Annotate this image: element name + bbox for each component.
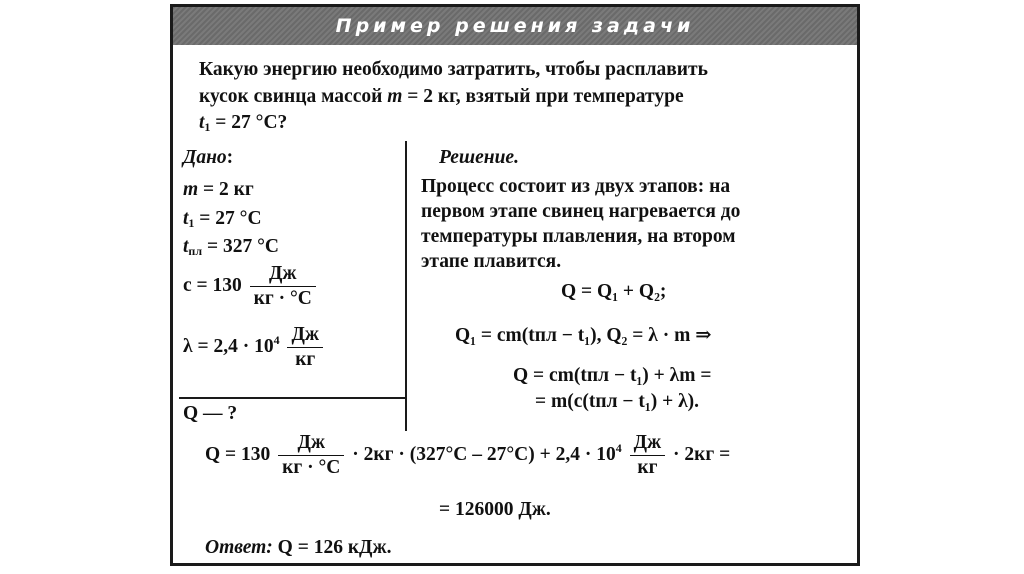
given-tpl	[183, 236, 279, 259]
given-tpl-sub: пл	[188, 244, 203, 258]
calc-result: = 126000 Дж.	[439, 499, 551, 520]
calc-lhs: Q = 130	[205, 443, 271, 465]
solution-eq-1: Q = Q₁ + Q₂;	[561, 281, 667, 302]
calc-exp: 4	[615, 440, 622, 455]
given-c	[183, 263, 319, 310]
given-lambda-den: кг	[295, 349, 316, 370]
problem-var-t: t	[199, 112, 205, 133]
given-find: Q — ?	[183, 403, 238, 424]
given-heading-colon: :	[226, 147, 234, 168]
problem-line-3	[199, 112, 287, 135]
given-heading-text: Дано	[183, 147, 227, 168]
given-t1	[183, 208, 262, 231]
problem-line-3-post: = 27 °С?	[210, 112, 288, 133]
solution-card	[170, 4, 860, 566]
calc-fraction-1-den: кг · °С	[282, 457, 341, 478]
given-lambda-exp: 4	[273, 332, 280, 347]
answer-line	[205, 537, 392, 559]
solution-eq-4: = m(c(tпл − t₁) + λ).	[535, 391, 700, 412]
solution-line-2: первом этапе свинец нагревается до	[421, 201, 741, 222]
given-c-num: Дж	[250, 263, 316, 287]
banner-title: Пример решения задачи	[173, 7, 857, 45]
solution-heading: Решение.	[439, 147, 519, 168]
given-mass	[183, 179, 254, 201]
solution-line-3: температуры плавления, на втором	[421, 226, 736, 247]
problem-line-2-pre: кусок свинца массой	[199, 86, 388, 107]
given-lambda-lhs: λ = 2,4 · 10	[183, 335, 274, 357]
solution-eq-2: Q₁ = cm(tпл − t₁), Q₂ = λ · m ⇒	[455, 325, 712, 346]
solution-line-1: Процесс состоит из двух этапов: на	[421, 176, 731, 197]
problem-line-1: Какую энергию необходимо затратить, чтобы расплавить	[199, 59, 708, 80]
calc-fraction-2-den: кг	[637, 457, 658, 478]
calc-tail: · 2кг =	[673, 443, 731, 465]
given-t1-value: = 27 °С	[194, 208, 262, 229]
given-mass-value: = 2 кг	[198, 179, 254, 200]
problem-sub-1: 1	[204, 120, 211, 134]
calc-fraction-2	[630, 432, 666, 479]
calc-mid: · 2кг · (327°С – 27°С) + 2,4 · 10	[352, 443, 616, 465]
given-tpl-var: t	[183, 236, 189, 257]
calc-fraction-1	[278, 432, 344, 479]
given-t1-var: t	[183, 208, 189, 229]
given-c-den: кг · °С	[253, 288, 312, 309]
problem-var-m: m	[387, 86, 403, 107]
solution-eq-3: Q = cm(tпл − t₁) + λm =	[513, 365, 712, 386]
solution-line-4: этапе плавится.	[421, 251, 562, 272]
problem-line-2	[199, 86, 684, 108]
given-c-lhs: c = 130	[183, 274, 242, 296]
given-c-fraction	[250, 263, 316, 310]
given-heading	[183, 147, 233, 169]
given-lambda	[183, 324, 326, 371]
calc-fraction-2-num: Дж	[630, 432, 666, 456]
answer-label: Ответ:	[205, 537, 273, 558]
column-divider	[405, 141, 407, 431]
calc-line	[205, 432, 730, 479]
answer-text: Q = 126 кДж.	[277, 537, 392, 558]
given-divider	[179, 397, 405, 399]
given-lambda-fraction	[287, 324, 323, 371]
given-mass-var: m	[183, 179, 199, 200]
calc-fraction-1-num: Дж	[278, 432, 344, 456]
given-lambda-num: Дж	[287, 324, 323, 348]
given-tpl-value: = 327 °С	[202, 236, 279, 257]
problem-line-2-post: = 2 кг, взятый при температуре	[402, 86, 684, 107]
given-t1-sub: 1	[188, 216, 195, 230]
